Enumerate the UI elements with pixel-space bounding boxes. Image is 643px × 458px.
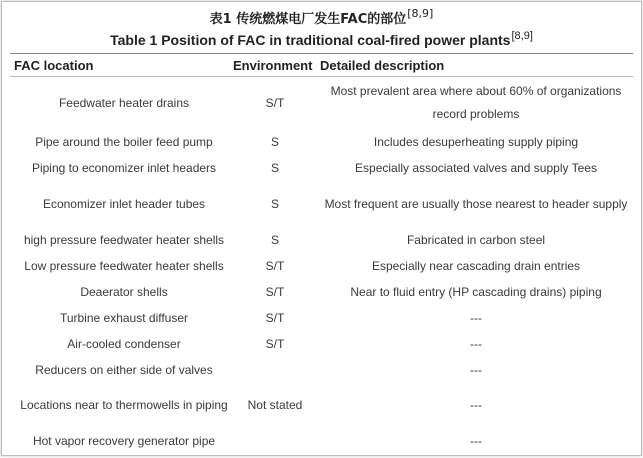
cell-fac-location: Feedwater heater drains — [58, 95, 190, 110]
table-header — [14, 57, 633, 75]
cell-detailed-description: --- — [470, 398, 482, 412]
cell-environment: S/T — [265, 95, 285, 110]
cell-environment: S — [270, 135, 279, 149]
cell-detailed-description: --- — [470, 337, 482, 351]
cell-environment: S — [270, 233, 279, 247]
cell-fac-location: Turbine exhaust diffuser — [59, 311, 189, 325]
table-title-cn — [2, 2, 641, 28]
cell-detailed-description: Especially associated valves and supply Tees — [355, 161, 597, 175]
cell-detailed-description: Most prevalent area where about 60% of organizations record problems — [330, 83, 622, 121]
cell-environment: S/T — [265, 311, 285, 325]
table-title-en-text: Table 1 Position of FAC in traditional coal-fired power plants — [110, 32, 511, 48]
cell-fac-location: Hot vapor recovery generator pipe — [32, 434, 216, 448]
header-rule — [10, 76, 633, 77]
cell-environment: S — [270, 161, 279, 175]
cell-detailed-description: Near to fluid entry (HP cascading drains) piping — [350, 285, 602, 299]
cell-fac-location: Reducers on either side of valves — [35, 363, 213, 377]
table-title-en — [2, 32, 641, 49]
cell-fac-location: Deaerator shells — [80, 285, 168, 299]
header-detailed-description: Detailed description — [320, 58, 445, 73]
cell-fac-location: Pipe around the boiler feed pump — [35, 135, 213, 149]
cell-fac-location: Economizer inlet header tubes — [42, 197, 206, 211]
header-environment: Environment — [233, 58, 313, 73]
title-cn-reference: [8,9] — [407, 7, 434, 20]
table-panel — [1, 1, 642, 456]
title-en-reference: [8,9] — [511, 30, 533, 42]
cell-fac-location: high pressure feedwater heater shells — [23, 233, 225, 247]
cell-detailed-description: Includes desuperheating supply piping — [373, 135, 579, 149]
table-title-cn-text: 表1 传统燃煤电厂发生FAC的部位 — [209, 12, 407, 27]
cell-fac-location: Piping to economizer inlet headers — [31, 161, 217, 175]
cell-environment-merged: Not stated — [247, 398, 303, 412]
cell-fac-location: Locations near to thermowells in piping — [20, 398, 228, 412]
cell-fac-location: Air-cooled condenser — [67, 337, 181, 351]
cell-environment: S/T — [265, 259, 285, 273]
cell-detailed-description: Especially near cascading drain entries — [371, 259, 581, 273]
cell-environment: S/T — [265, 285, 285, 299]
cell-environment: S — [270, 197, 279, 211]
top-rule — [10, 53, 633, 54]
cell-detailed-description: --- — [470, 311, 482, 325]
table-caption — [2, 2, 641, 49]
cell-detailed-description: Most frequent are usually those nearest to header supply — [324, 197, 628, 211]
cell-fac-location: Low pressure feedwater heater shells — [24, 259, 224, 273]
cell-environment: S/T — [265, 337, 285, 351]
cell-detailed-description: Fabricated in carbon steel — [406, 233, 546, 247]
cell-detailed-description: --- — [470, 434, 482, 448]
header-fac-location: FAC location — [14, 58, 94, 73]
cell-detailed-description: --- — [470, 363, 482, 377]
